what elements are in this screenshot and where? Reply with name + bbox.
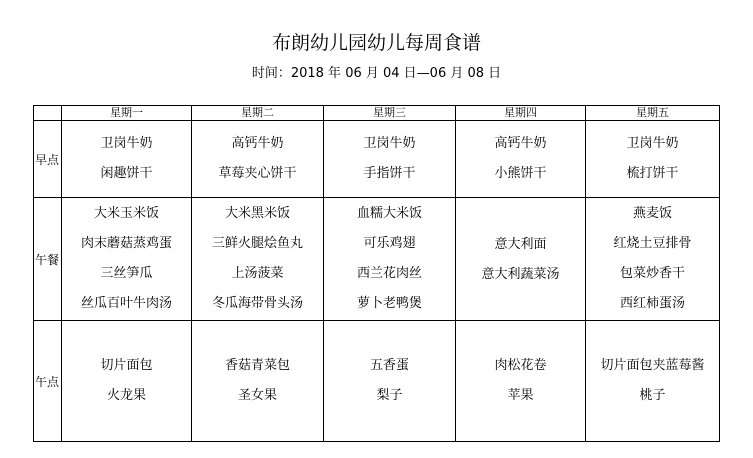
menu-item: 三鲜火腿烩鱼丸 (211, 236, 303, 251)
menu-cell (324, 198, 456, 321)
day-header: 星期二 (192, 106, 324, 121)
menu-item: 火龙果 (106, 388, 146, 403)
menu-item: 燕麦饭 (632, 206, 672, 221)
menu-item: 冬瓜海带骨头汤 (211, 296, 303, 311)
menu-item: 肉末蘑菇蒸鸡蛋 (80, 236, 172, 251)
corner-cell (34, 106, 62, 121)
menu-item: 意大利蔬菜汤 (481, 266, 560, 282)
row-label: 午点 (34, 321, 62, 442)
menu-cell (456, 121, 586, 198)
menu-item: 萝卜老鸭煲 (356, 296, 422, 311)
table-row (34, 121, 720, 198)
menu-cell (456, 198, 586, 321)
menu-item: 苹果 (507, 388, 534, 403)
menu-item: 五香蛋 (369, 358, 409, 373)
row-label: 早点 (34, 121, 62, 198)
menu-item: 卫岗牛奶 (100, 136, 153, 151)
menu-cell (62, 198, 192, 321)
menu-cell (324, 321, 456, 442)
day-header: 星期三 (324, 106, 456, 121)
weekly-menu-table (33, 105, 720, 442)
menu-cell (324, 121, 456, 198)
menu-item: 梳打饼干 (626, 166, 679, 181)
menu-cell (586, 321, 720, 442)
menu-item: 圣女果 (237, 388, 277, 403)
page-title: 布朗幼儿园幼儿每周食谱 (271, 32, 481, 54)
menu-item: 高钙牛奶 (231, 136, 284, 151)
menu-item: 红烧土豆排骨 (613, 236, 692, 251)
menu-item: 西红柿蛋汤 (619, 296, 685, 311)
header-row (34, 106, 720, 121)
menu-cell (192, 321, 324, 442)
menu-cell (62, 321, 192, 442)
menu-cell (586, 198, 720, 321)
menu-item: 卫岗牛奶 (626, 136, 679, 151)
date-range: 时间：2018 年 06 月 04 日—06 月 08 日 (251, 66, 502, 81)
menu-item: 肉松花卷 (494, 358, 547, 373)
menu-item: 丝瓜百叶牛肉汤 (80, 296, 172, 311)
menu-item: 高钙牛奶 (494, 136, 547, 151)
menu-item: 闲趣饼干 (100, 166, 153, 181)
menu-item: 梨子 (376, 388, 403, 403)
menu-cell (62, 121, 192, 198)
menu-cell (456, 321, 586, 442)
menu-item: 西兰花肉丝 (356, 266, 422, 281)
menu-item: 大米黑米饭 (224, 206, 290, 221)
day-header: 星期四 (456, 106, 586, 121)
menu-item: 小熊饼干 (494, 166, 547, 181)
menu-item: 血糯大米饭 (356, 206, 422, 221)
day-header: 星期五 (586, 106, 720, 121)
menu-item: 包菜炒香干 (619, 266, 685, 281)
menu-item: 切片面包夹蓝莓酱 (600, 358, 705, 373)
menu-cell (192, 121, 324, 198)
menu-item: 卫岗牛奶 (363, 136, 416, 151)
row-label: 午餐 (34, 198, 62, 321)
menu-item: 切片面包 (100, 358, 153, 373)
menu-item: 上汤菠菜 (231, 266, 284, 281)
menu-cell (586, 121, 720, 198)
table-row (34, 321, 720, 442)
menu-item: 大米玉米饭 (93, 206, 159, 221)
day-header: 星期一 (62, 106, 192, 121)
table-row (34, 198, 720, 321)
menu-item: 香菇青菜包 (224, 358, 290, 373)
menu-item: 三丝笋瓜 (100, 266, 153, 281)
menu-item: 意大利面 (494, 236, 547, 252)
menu-cell (192, 198, 324, 321)
menu-item: 桃子 (639, 388, 666, 403)
menu-item: 草莓夹心饼干 (218, 166, 297, 181)
menu-item: 手指饼干 (363, 166, 416, 181)
menu-item: 可乐鸡翅 (363, 236, 416, 251)
